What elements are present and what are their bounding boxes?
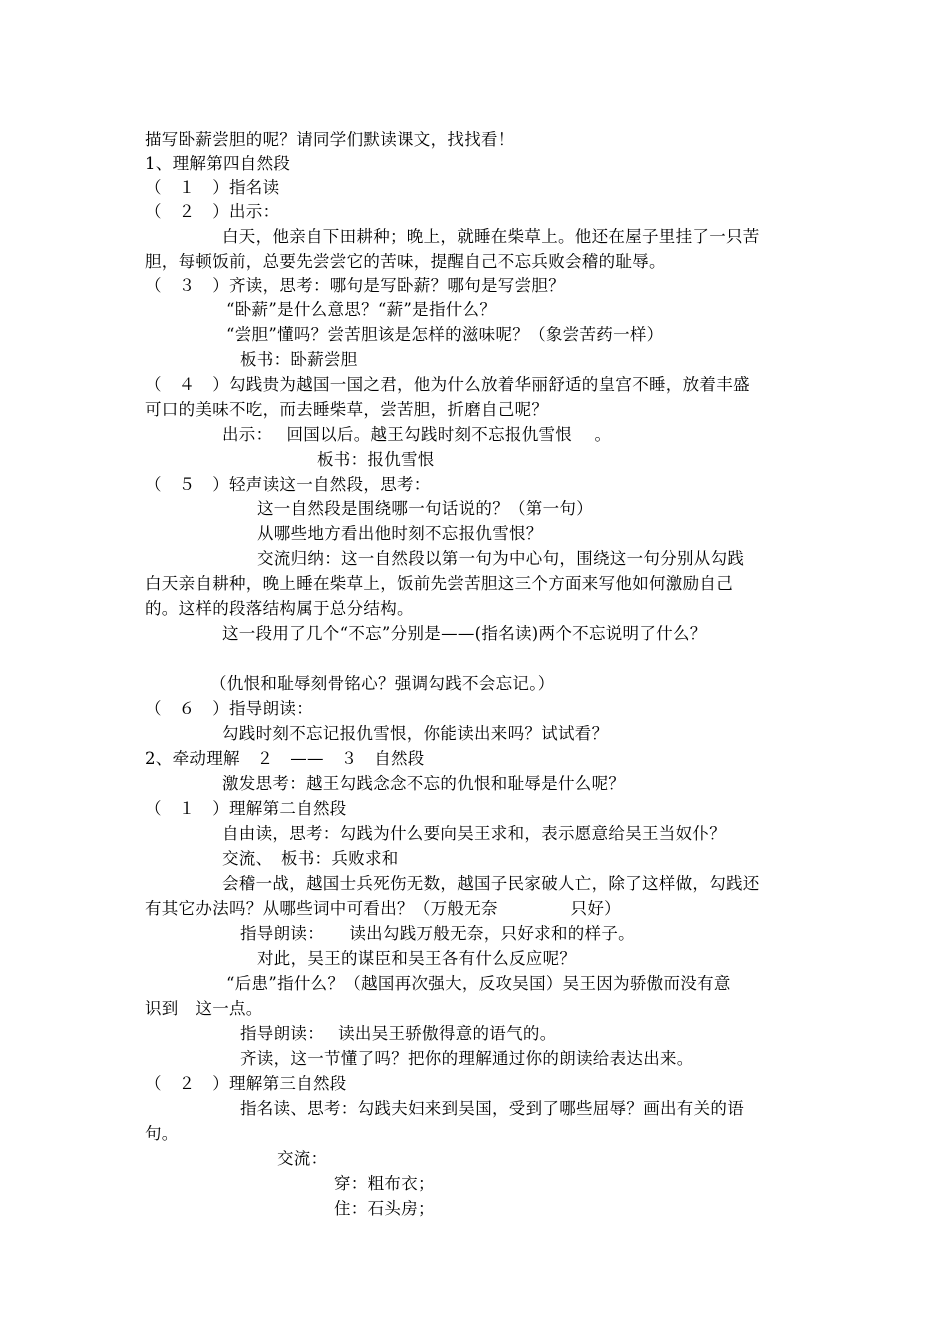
text-line: 白天亲自耕种，晚上睡在柴草上，饭前先尝苦胆这三个方面来写他如何激励自己 <box>145 574 733 593</box>
text-line: 自由读，思考：勾践为什么要向吴王求和，表示愿意给吴王当奴仆？ <box>222 824 726 843</box>
text-line: 这一段用了几个“不忘”分别是——(指名读)两个不忘说明了什么？ <box>222 624 707 643</box>
text-line: （ ２ ）出示： <box>145 202 280 221</box>
text-line: 指导朗读： 读出吴王骄傲得意的语气的。 <box>240 1024 557 1043</box>
text-line: 从哪些地方看出他时刻不忘报仇雪恨？ <box>257 524 543 543</box>
text-line: 有其它办法吗？从哪些词中可看出？（万般无奈 只好） <box>145 899 621 918</box>
text-line: （ ３ ）齐读，思考：哪句是写卧薪？哪句是写尝胆？ <box>145 276 565 295</box>
text-line: 住：石头房； <box>334 1199 435 1218</box>
text-line: （ ２ ）理解第三自然段 <box>145 1074 347 1093</box>
text-line: （仇恨和耻辱刻骨铭心？强调勾践不会忘记。） <box>210 674 555 693</box>
text-line: 会稽一战，越国士兵死伤无数，越国子民家破人亡，除了这样做，勾践还 <box>222 874 760 893</box>
text-line: “尝胆”懂吗？尝苦胆该是怎样的滋味呢？（象尝苦药一样） <box>226 325 664 344</box>
text-line: 交流： <box>277 1149 328 1168</box>
text-line: 句。 <box>145 1124 179 1143</box>
text-line: 出示： 回国以后。越王勾践时刻不忘报仇雪恨 。 <box>222 425 612 444</box>
text-line: 指导朗读： 读出勾践万般无奈，只好求和的样子。 <box>240 924 635 943</box>
text-line: 描写卧薪尝胆的呢？请同学们默读课文，找找看！ <box>145 130 515 149</box>
board-note: 板书：报仇雪恨 <box>317 450 435 469</box>
text-line: 识到 这一点。 <box>145 999 263 1018</box>
text-line: （ １ ）理解第二自然段 <box>145 799 347 818</box>
text-line: “卧薪”是什么意思？“薪”是指什么？ <box>226 300 497 319</box>
text-line: 勾践时刻不忘记报仇雪恨，你能读出来吗？试试看？ <box>222 724 609 743</box>
section-heading: 2、牵动理解 ２ —— ３ 自然段 <box>145 749 425 768</box>
section-heading: 1、理解第四自然段 <box>145 154 291 173</box>
text-line: 激发思考：越王勾践念念不忘的仇恨和耻辱是什么呢？ <box>222 774 626 793</box>
text-line: 这一自然段是围绕哪一句话说的？（第一句） <box>257 499 593 518</box>
text-line: （ ５ ）轻声读这一自然段，思考： <box>145 475 431 494</box>
text-line: 的。这样的段落结构属于总分结构。 <box>145 599 414 618</box>
text-line: 穿：粗布衣； <box>334 1174 435 1193</box>
text-line: “后患”指什么？（越国再次强大，反攻吴国）吴王因为骄傲而没有意 <box>226 974 731 993</box>
text-line: 齐读，这一节懂了吗？把你的理解通过你的朗读给表达出来。 <box>240 1049 694 1068</box>
text-line: 交流归纳：这一自然段以第一句为中心句，围绕这一句分别从勾践 <box>257 549 745 568</box>
text-line: 指名读、思考：勾践夫妇来到吴国，受到了哪些屈辱？画出有关的语 <box>240 1099 744 1118</box>
board-note: 板书：卧薪尝胆 <box>240 350 358 369</box>
text-line: 对此，吴王的谋臣和吴王各有什么反应呢？ <box>257 949 577 968</box>
text-line: 可口的美味不吃，而去睡柴草，尝苦胆，折磨自己呢？ <box>145 400 549 419</box>
text-line: （ １ ）指名读 <box>145 178 280 197</box>
text-line: （ ４ ）勾践贵为越国一国之君，他为什么放着华丽舒适的皇宫不睡，放着丰盛 <box>145 375 750 394</box>
text-line: （ ６ ）指导朗读： <box>145 699 313 718</box>
text-line: 交流、 板书：兵败求和 <box>222 849 399 868</box>
text-line: 白天，他亲自下田耕种；晚上，就睡在柴草上。他还在屋子里挂了一只苦 <box>222 227 760 246</box>
text-line: 胆，每顿饭前，总要先尝尝它的苦味，提醒自己不忘兵败会稽的耻辱。 <box>145 252 666 271</box>
